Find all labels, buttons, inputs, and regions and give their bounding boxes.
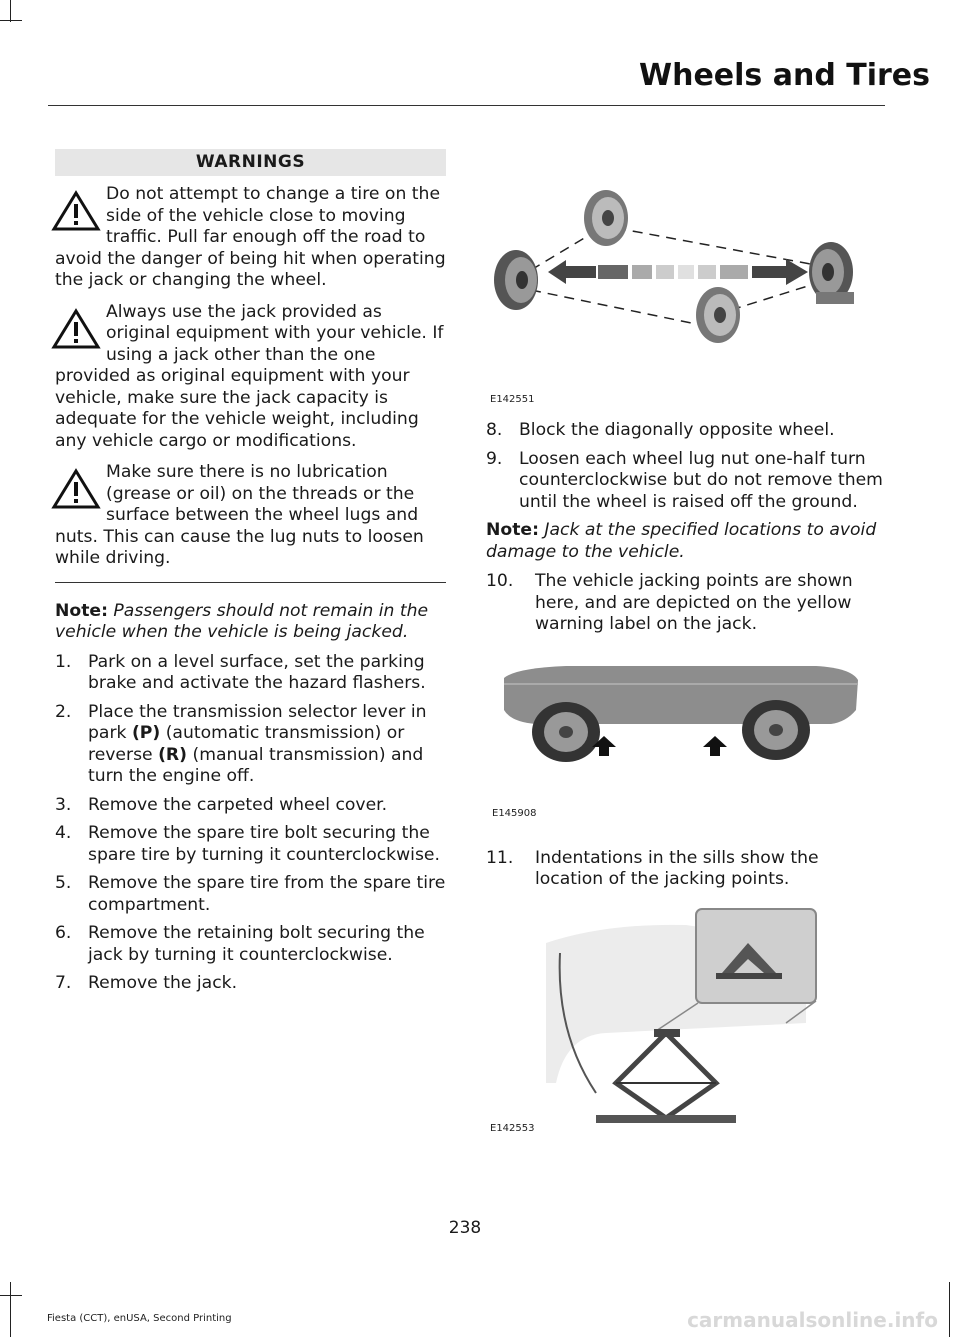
page-title: Wheels and Tires (639, 58, 930, 93)
step-text: Remove the carpeted wheel cover. (88, 794, 388, 815)
crop-mark (0, 1295, 22, 1296)
figure-jack-placement (486, 903, 884, 1153)
header-rule (48, 105, 885, 106)
steps-list (486, 571, 884, 636)
step-number: 10. (486, 571, 514, 591)
right-column (486, 180, 884, 1153)
list-item (55, 795, 446, 817)
step-text: The vehicle jacking points are shown here, and are depicted on the yellow warning label on the jack. (535, 571, 853, 634)
warning-item (55, 302, 446, 453)
note (486, 520, 884, 563)
list-item (55, 973, 446, 995)
jack-placement-illustration (486, 903, 884, 1133)
figure-jacking-points (486, 650, 884, 840)
step-text: Park on a level surface, set the parking brake and activate the hazard flashers. (88, 651, 426, 693)
list-item (55, 923, 446, 966)
page-number: 238 (448, 1218, 482, 1238)
step-number: 7. (55, 973, 72, 993)
figure-code: E145908 (492, 807, 537, 819)
step-number: 11. (486, 847, 514, 868)
wheel-icon (809, 242, 854, 304)
warning-triangle-icon (51, 308, 101, 350)
crop-mark (10, 1282, 11, 1337)
step-text: Remove the spare tire from the spare tire compartment. (88, 873, 446, 915)
left-column (55, 149, 446, 1002)
list-item (486, 420, 884, 442)
list-item (55, 652, 446, 695)
vehicle-side-illustration (486, 650, 884, 820)
note-label: Note: (486, 520, 539, 540)
list-item (486, 848, 884, 891)
list-item (486, 449, 884, 514)
step-number: 1. (55, 651, 72, 672)
warning-item (55, 462, 446, 570)
note-text: Jack at the specified locations to avoid damage to the vehicle. (486, 520, 877, 562)
figure-code: E142551 (490, 394, 535, 405)
wheel-icon (494, 250, 538, 310)
watermark: carmanualsonline.info (687, 1308, 938, 1332)
step-number: 3. (55, 794, 72, 815)
list-item (486, 571, 884, 636)
note (55, 601, 446, 644)
step-number: 9. (486, 448, 503, 469)
note-text: Passengers should not remain in the vehicle when the vehicle is being jacked. (55, 600, 429, 642)
step-text: (automatic transmission) or reverse (88, 723, 405, 765)
list-item (55, 873, 446, 916)
steps-list (486, 848, 884, 891)
publication-info: Fiesta (CCT), enUSA, Second Printing (47, 1313, 232, 1324)
crop-mark (949, 1282, 950, 1337)
step-number: 8. (486, 420, 503, 440)
list-item (55, 702, 446, 788)
warning-text: Do not attempt to change a tire on the side of the vehicle close to moving traffic. Pull far enough off the road to avoid the danger of being hit when operating the jack or changing the wheel. (55, 184, 446, 290)
park-symbol: (P) (131, 723, 161, 743)
list-item (55, 823, 446, 866)
figure-code: E142553 (490, 1122, 535, 1134)
arrow-up-icon (703, 736, 727, 756)
step-number: 4. (55, 823, 72, 843)
wheel-icon (584, 190, 628, 246)
reverse-symbol: (R) (158, 744, 188, 765)
step-text: Remove the retaining bolt securing the jack by turning it counterclockwise. (88, 923, 425, 965)
steps-list (486, 420, 884, 513)
step-number: 5. (55, 873, 72, 893)
note-label: Note: (55, 600, 108, 621)
warning-triangle-icon (51, 190, 101, 232)
warning-text: Always use the jack provided as original equipment with your vehicle. If using a jack other than the one provided as original equipment with your vehicle, make sure the jack capacity is adequate for the vehicle weight, including any vehicle cargo or modifications. (55, 301, 444, 451)
step-text: Remove the spare tire bolt securing the spare tire by turning it counterclockwise. (88, 823, 440, 865)
warning-item (55, 184, 446, 292)
step-text: Loosen each wheel lug nut one-half turn counterclockwise but do not remove them until the wheel is raised off the ground. (519, 448, 883, 512)
wheel-icon (696, 287, 740, 343)
warnings-rule (55, 582, 446, 583)
crop-mark (10, 0, 11, 22)
step-text: Indentations in the sills show the location of the jacking points. (535, 847, 819, 889)
step-text: Place the transmission selector lever in park (88, 701, 427, 743)
warnings-heading: WARNINGS (55, 149, 446, 176)
step-number: 6. (55, 923, 72, 943)
warning-triangle-icon (51, 468, 101, 510)
step-text: Remove the jack. (88, 973, 238, 993)
crop-mark (0, 20, 22, 21)
figure-wheel-blocking (486, 180, 884, 408)
wheel-block-illustration (486, 180, 884, 390)
step-number: 2. (55, 701, 72, 722)
step-text: (manual transmission) and turn the engine off. (88, 744, 424, 786)
step-text: Block the diagonally opposite wheel. (519, 420, 835, 440)
warning-text: Make sure there is no lubrication (grease or oil) on the threads or the surface between the wheel lugs and nuts. This can cause the lug nuts to loosen while driving. (55, 462, 424, 568)
steps-list (55, 652, 446, 995)
